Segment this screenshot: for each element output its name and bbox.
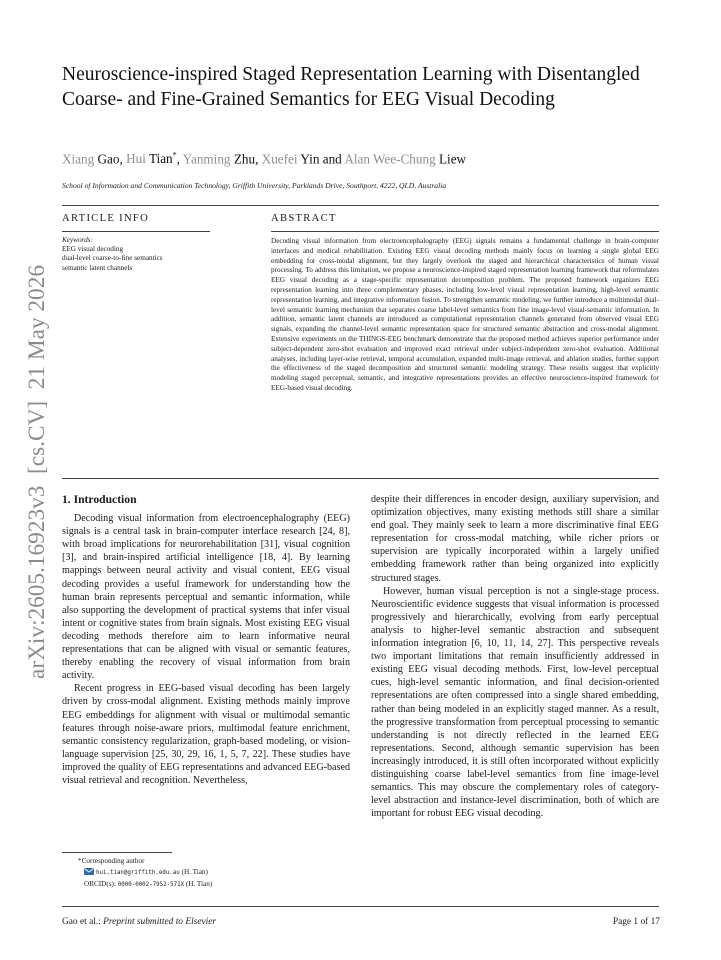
author-first-name: Hui	[126, 151, 149, 167]
header-divider	[62, 205, 659, 206]
section-heading-introduction: 1. Introduction	[62, 493, 137, 506]
author-name	[262, 151, 320, 166]
footer-venue: Preprint submitted to Elsevier	[103, 917, 217, 927]
author-last-name: Zhu	[233, 151, 256, 167]
corresponding-author-mark: *	[172, 151, 177, 160]
intro-column-left	[62, 493, 350, 787]
author-first-name: Yanming	[182, 151, 234, 167]
keyword-item: dual-level coarse-to-fine semantics	[62, 254, 163, 263]
orcid-id[interactable]: 0000-0002-7952-571X	[117, 882, 185, 888]
envelope-icon	[84, 868, 94, 875]
footnote-rule	[62, 852, 172, 853]
running-footer	[62, 917, 216, 927]
paragraph: Recent progress in EEG-based visual decoding has been largely driven by cross-modal alignment. Existing methods mainly improve EEG embeddings for alignment with visual or multimodal semantic features through noise-aware priors, multimodal feature enrichment, semantic consistency regularization, graph-based modeling, or vision-language supervision [25, 30, 29, 16, 1, 5, 7, 22]. These studies have improved the quality of EEG representations and advanced EEG-based visual retrieval and recognition. Nevertheless,	[62, 683, 350, 786]
orcid-label: ORCID(s):	[84, 880, 116, 888]
footnote	[62, 852, 292, 891]
affiliation: School of Information and Communication Technology, Griffith University, Parklands Drive, Southport, 4222, QLD, Australia	[62, 181, 447, 190]
paper-title: Neuroscience-inspired Staged Representation Learning with Disentangled Coarse- and Fine-Grained Semantics for EEG Visual Decoding	[62, 64, 640, 110]
abstract-heading: ABSTRACT	[271, 213, 337, 224]
page-number: Page 1 of 17	[612, 917, 660, 927]
author-name	[344, 151, 466, 166]
author-separator: ,	[255, 151, 262, 167]
author-name	[62, 151, 120, 166]
paragraph: However, human visual perception is not a single-stage process. Neuroscientific evidence suggests that visual information is processed progressively and hierarchically, evolving from early perceptual analysis to higher-level semantic abstraction and subsequent information integration [6, 10, 11, 14, 27]. This perspective reveals two important limitations that remain insufficiently addressed in existing EEG visual decoding methods. First, low-level perceptual cues, high-level semantic information, and final decision-oriented representations are often compressed into a single shared embedding, rather than being modeled in an explicitly staged manner. As a result, the progressive transformation from perceptual processing to semantic understanding is not directly reflected in the learned EEG representations. Second, although semantic supervision has been increasingly introduced, it is still often incorporated without explicitly distinguishing coarse label-level semantics from fine image-level semantics. This may obscure the complementary roles of category-level abstraction and instance-level discrimination, both of which are important for robust EEG visual decoding.	[371, 585, 659, 820]
intro-column-right	[371, 493, 659, 820]
author-separator: ,	[119, 151, 127, 167]
article-info-heading: ARTICLE INFO	[62, 213, 150, 224]
footer-authors: Gao et al.:	[62, 917, 101, 927]
author-email-line	[62, 867, 292, 879]
article-info-rule	[62, 231, 210, 232]
orcid-owner: (H. Tian)	[185, 880, 213, 888]
keyword-item: semantic latent channels	[62, 263, 133, 272]
corresponding-author-note: *Corresponding author	[78, 857, 145, 865]
email-owner: (H. Tian)	[181, 868, 208, 876]
abstract-text: Decoding visual information from electroencephalography (EEG) signals remains a fundamental challenge in brain-computer interfaces and medical rehabilitation. Existing EEG visual decoding methods mainly focus on learning a single global EEG embedding for cross-modal alignment, but they largely overlook the staged and hierarchical characteristics of human visual processing. To address this limitation, we propose a neuroscience-inspired staged representation learning framework that reformulates EEG visual decoding as a stage-specific representation decomposition problem. The proposed framework organizes EEG representation learning into three complementary phases, including low-level visual representation learning, high-level semantic representation learning, and integrative information fusion. To strengthen semantic modeling, we further introduce a multimodal dual-level semantic learning mechanism that separates coarse label-level semantics from fine image-level visual-semantic information. In addition, semantic latent channels are introduced as computational representation channels generated from observed visual EEG signals, expanding the channel-level semantic representation space for structured semantic abstraction and cross-modal alignment. Extensive experiments on the THINGS-EEG benchmark demonstrate that the proposed method achieves superior performance under subject-dependent zero-shot evaluation and improved exact retrieval under subject-independent zero-shot evaluation. Additional analyses, including layer-wise retrieval, temporal accumulation, expanded multi-image retrieval, and ablation studies, further support the effectiveness of the staged decomposition and structured semantic modeling strategy. These results suggest that explicitly modeling staged perceptual, semantic, and integrative representations provides an effective neuroscience-inspired framework for EEG-based visual decoding.	[271, 237, 659, 392]
author-first-name: Xuefei	[261, 151, 301, 167]
keywords-block	[62, 236, 163, 273]
paragraph: despite their differences in encoder design, auxiliary supervision, and optimization objectives, many existing methods still share a similar end goal. They mainly seek to learn a more discriminative final EEG representation for cross-modal matching, while richer priors or supervision are typically incorporated within a largely unified embedding framework rather than being organized into explicitly structured stages.	[371, 494, 659, 584]
author-last-name: Gao	[97, 151, 120, 167]
author-list	[62, 151, 466, 167]
author-last-name: Liew	[438, 151, 467, 167]
author-first-name: Alan Wee-Chung	[344, 151, 439, 167]
keywords-label: Keywords:	[62, 236, 93, 244]
author-separator: ,	[176, 151, 183, 167]
footer-rule	[62, 906, 659, 907]
abstract-rule	[271, 231, 659, 232]
arxiv-identifier-stamp	[8, 262, 60, 682]
author-separator: and	[319, 151, 345, 167]
author-first-name: Xiang	[62, 151, 98, 167]
author-name	[183, 151, 255, 166]
orcid-line	[62, 879, 292, 891]
paragraph: Decoding visual information from electroencephalography (EEG) signals is a central task in brain-computer interface research [24, 8], with broad implications for neurorehabilitation [31], visual cognition [3], and brain-inspired artificial intelligence [18, 4]. By learning mappings between neural activity and visual content, EEG visual decoding provides a useful framework for understanding how the human brain represents perceptual and semantic information, while also supporting the development of practical systems that infer visual intent or cognitive states from brain signals. Most existing EEG visual decoding methods therefore aim to learn informative neural representations that can be aligned with visual or semantic features, thereby enabling the recovery of visual information from brain activity.	[62, 513, 350, 682]
keyword-item: EEG visual decoding	[62, 245, 124, 254]
author-name	[126, 151, 177, 166]
author-last-name: Tian	[148, 151, 173, 167]
author-email-link[interactable]: hui.tian@griffith.edu.au	[96, 870, 180, 876]
arxiv-stamp-text: arXiv:2605.16923v3 [cs.CV] 21 May 2026	[24, 270, 49, 679]
abstract-bottom-rule	[62, 478, 659, 479]
author-last-name: Yin	[300, 151, 320, 167]
